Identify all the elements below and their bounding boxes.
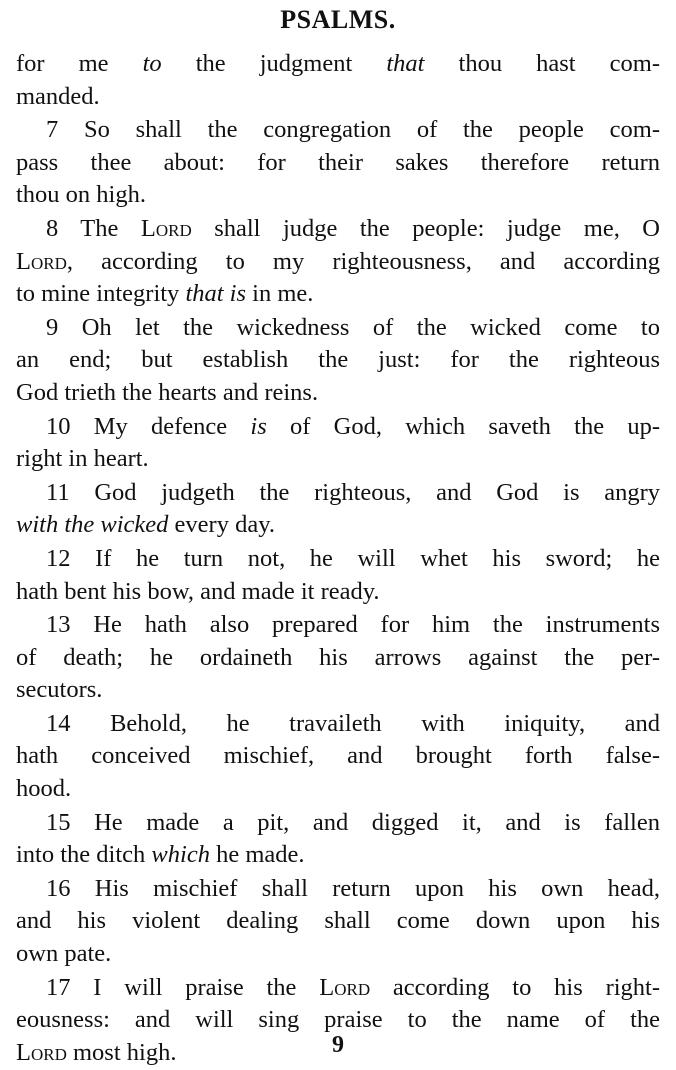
text-run: to mine integrity (16, 280, 186, 308)
verse (16, 312, 660, 410)
text-run: eousness: and will sing praise to the name of the (16, 1006, 660, 1034)
text-run: 7 So shall the congregation of the people com- (46, 116, 660, 144)
text-line (16, 938, 660, 971)
continued-verse (16, 48, 660, 113)
text-line (16, 972, 660, 1005)
text-run: in me. (246, 280, 314, 308)
text-line (16, 674, 660, 707)
verse (16, 873, 660, 971)
text-line (16, 114, 660, 147)
text-line (16, 708, 660, 741)
text-line (16, 411, 660, 444)
text-line (16, 543, 660, 576)
text-line (16, 312, 660, 345)
italic-run: to (142, 50, 162, 77)
text-line (16, 773, 660, 806)
text-run: the judgment (161, 50, 387, 77)
text-run: into the ditch (16, 841, 152, 869)
text-line (16, 213, 660, 246)
verse (16, 114, 660, 212)
text-run: an end; but establish the just: for the righteous (16, 346, 660, 374)
text-line (16, 576, 660, 609)
verse (16, 213, 660, 311)
text-run: he made. (209, 841, 305, 869)
text-run: hood. (16, 775, 72, 803)
italic-run: is (250, 412, 267, 440)
text-line (16, 807, 660, 840)
text-line (16, 278, 660, 311)
psalm-text-body (16, 48, 660, 1070)
italic-run: that (386, 50, 425, 77)
text-run: thou hast com- (424, 50, 661, 77)
text-line (16, 179, 660, 212)
text-run: , according to my righteousness, and according (66, 247, 660, 275)
text-run: own pate. (16, 940, 112, 968)
text-run: 12 If he turn not, he will whet his sword; he (46, 544, 660, 572)
text-run: 16 His mischief shall return upon his own head, (46, 874, 660, 902)
verse (16, 477, 660, 542)
text-line (16, 443, 660, 476)
text-line (16, 740, 660, 773)
text-run: most high. (66, 1038, 177, 1066)
italic-run: which (151, 841, 210, 869)
text-run: manded. (16, 82, 100, 110)
text-run: thou on high. (16, 181, 146, 209)
text-run: 17 I will praise the (46, 973, 320, 1001)
verse (16, 609, 660, 707)
text-line (16, 246, 660, 279)
text-line (16, 873, 660, 906)
text-run: pass thee about: for their sakes therefore return (16, 148, 660, 176)
text-run: secutors. (16, 676, 103, 704)
verse (16, 411, 660, 476)
italic-run: with the wicked (16, 511, 169, 539)
running-head: PSALMS. (280, 5, 396, 34)
text-run: right in heart. (16, 445, 149, 473)
text-run: of God, which saveth the up- (266, 412, 660, 440)
text-line (16, 81, 660, 114)
text-run: 9 Oh let the wickedness of the wicked come to (46, 313, 660, 341)
text-run: 13 He hath also prepared for him the instruments (46, 611, 660, 639)
text-run: of death; he ordaineth his arrows against the per- (16, 643, 660, 671)
text-line (16, 48, 660, 81)
text-line (16, 377, 660, 410)
text-run: and his violent dealing shall come down upon his (16, 907, 660, 935)
text-line (16, 905, 660, 938)
text-run: God trieth the hearts and reins. (16, 378, 319, 406)
text-run: hath conceived mischief, and brought forth false- (16, 742, 660, 770)
text-run: 10 My defence (46, 412, 251, 440)
text-run: for me (16, 50, 143, 77)
text-run: 11 God judgeth the righteous, and God is angry (46, 478, 660, 506)
text-run: every day. (168, 511, 275, 539)
text-line (16, 609, 660, 642)
text-run: 15 He made a pit, and digged it, and is fallen (46, 808, 660, 836)
text-line (16, 147, 660, 180)
text-run: according to his right- (370, 973, 661, 1001)
text-run: 14 Behold, he travaileth with iniquity, and (46, 709, 660, 737)
verse (16, 807, 660, 872)
verse (16, 543, 660, 608)
italic-run: that is (185, 280, 247, 308)
text-line (16, 344, 660, 377)
text-line (16, 642, 660, 675)
text-line (16, 509, 660, 542)
text-line (16, 839, 660, 872)
text-run: shall judge the people: judge me, O (191, 214, 660, 242)
small-caps-run: Lord (319, 973, 371, 1001)
small-caps-run: Lord (140, 214, 192, 242)
text-run: hath bent his bow, and made it ready. (16, 577, 380, 605)
text-run: 8 The (46, 214, 141, 242)
small-caps-run: Lord (16, 1038, 67, 1066)
verse (16, 708, 660, 806)
page-number: 9 (332, 1032, 344, 1058)
small-caps-run: Lord (16, 247, 67, 275)
text-line (16, 477, 660, 510)
